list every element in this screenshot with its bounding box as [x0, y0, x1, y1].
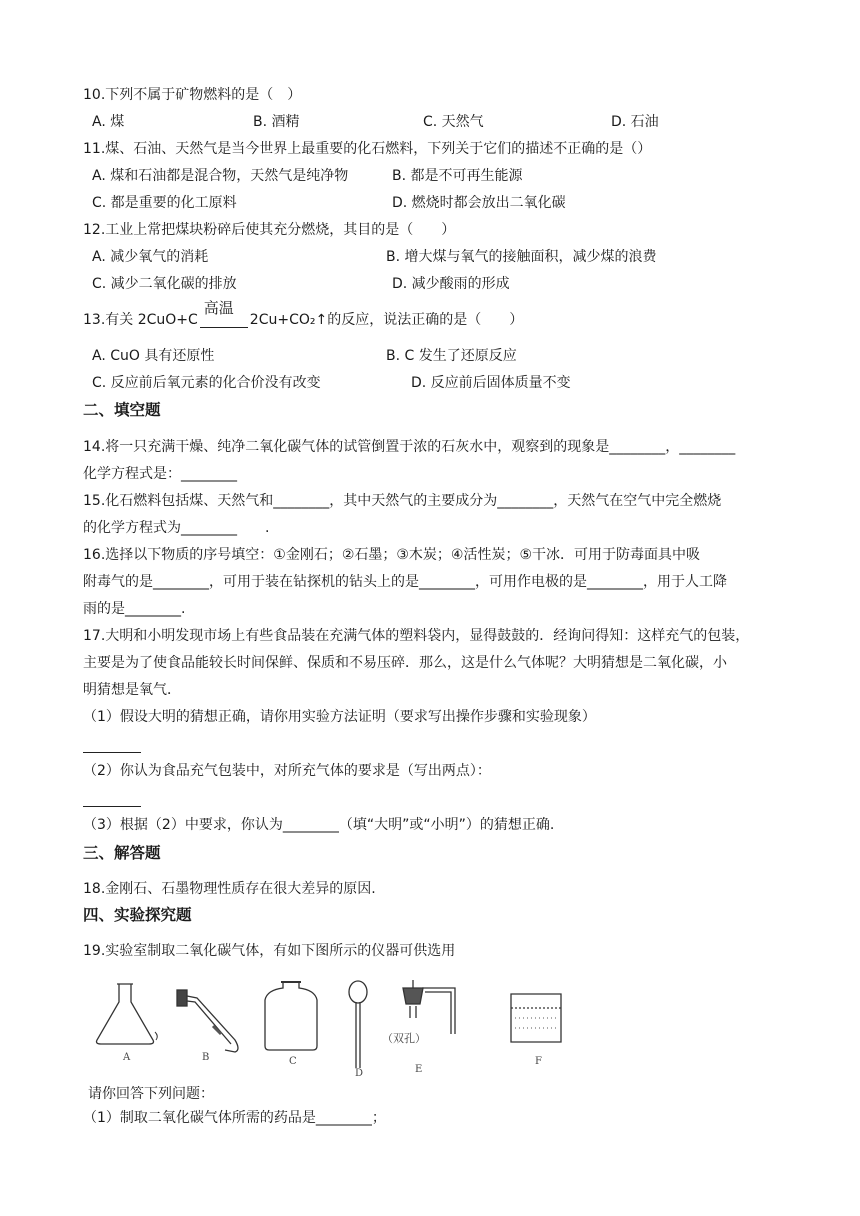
q11-option-b: B. 都是不可再生能源 [392, 168, 523, 184]
q17-answer-line-2 [83, 805, 141, 807]
reaction-arrow-line [200, 327, 248, 328]
figure-label-e: E [415, 1064, 423, 1075]
q17-line-1: 17.大明和小明发现市场上有些食品装在充满气体的塑料袋内，显得鼓鼓的．经询问得知：这样充气的包装， [83, 628, 750, 644]
q12-option-a: A. 减少氧气的消耗 [92, 249, 209, 265]
q13-option-d: D. 反应前后固体质量不变 [411, 375, 571, 391]
conical-flask-a [97, 984, 158, 1044]
q12-stem: 12.工业上常把煤块粉碎后使其充分燃烧，其目的是（ ） [83, 222, 456, 238]
q11-stem: 11.煤、石油、天然气是当今世界上最重要的化石燃料，下列关于它们的描述不正确的是（） [83, 141, 652, 157]
q19-prompt: 请你回答下列问题： [88, 1086, 214, 1102]
long-neck-funnel-d [349, 981, 367, 1068]
reaction-condition-label: 高温 [203, 299, 234, 317]
q16-line-2: 附毒气的是________，可用于装在钻探机的钻头上的是________，可用作电极的是________，用于人工降 [83, 574, 727, 590]
section-answer-heading: 三、解答题 [83, 844, 161, 862]
stopper-tube-b [177, 990, 238, 1052]
q13-option-b: B. C 发生了还原反应 [386, 348, 517, 364]
q17-line-3: 明猜想是氧气． [83, 682, 181, 698]
q11-option-d: D. 燃烧时都会放出二氧化碳 [392, 195, 566, 211]
q19-stem: 19.实验室制取二氧化碳气体，有如下图所示的仪器可供选用 [83, 943, 456, 959]
q15-line-2: 的化学方程式为________ . [83, 520, 270, 536]
reaction-condition [198, 299, 250, 330]
q16-line-3: 雨的是________. [83, 601, 186, 617]
q13-stem-after: 2Cu+CO₂↑的反应，说法正确的是（ ） [249, 312, 524, 328]
figure-label-f: F [535, 1056, 542, 1067]
q17-line-2: 主要是为了使食品能较长时间保鲜、保质和不易压碎．那么，这是什么气体呢？大明猜想是二氧化碳，小 [83, 655, 727, 671]
figure-stopper-label: （双孔） [382, 1032, 426, 1045]
figure-label-b: B [202, 1052, 210, 1063]
q10-option-b: B. 酒精 [253, 114, 300, 130]
q11-option-a: A. 煤和石油都是混合物，天然气是纯净物 [92, 168, 349, 184]
section-fill-in-heading: 二、填空题 [83, 401, 161, 419]
q15-line-1: 15.化石燃料包括煤、天然气和________，其中天然气的主要成分为________，天然气在空气中完全燃烧 [83, 493, 722, 509]
q14-line-2: 化学方程式是：________ [83, 466, 237, 482]
q16-line-1: 16.选择以下物质的序号填空：①金刚石；②石墨；③木炭；④活性炭；⑤干冰．可用于防毒面具中吸 [83, 547, 701, 563]
q13-option-c: C. 反应前后氧元素的化合价没有改变 [92, 375, 321, 391]
gas-bottle-c [265, 982, 317, 1050]
q12-option-b: B. 增大煤与氧气的接触面积，减少煤的浪费 [386, 249, 657, 265]
q10-option-a: A. 煤 [92, 114, 125, 130]
q17-sub-3: （3）根据（2）中要求，你认为________（填“大明”或“小明”）的猜想正确. [83, 817, 555, 833]
figure-label-c: C [289, 1056, 297, 1067]
section-experiment-heading: 四、实验探究题 [83, 906, 192, 924]
q17-sub-2: （2）你认为食品充气包装中，对所充气体的要求是（写出两点）： [83, 763, 491, 779]
q18-stem: 18.金刚石、石墨物理性质存在很大差异的原因. [83, 881, 376, 897]
q12-option-d: D. 减少酸雨的形成 [392, 276, 510, 292]
q14-line-1: 14.将一只充满干燥、纯净二氧化碳气体的试管倒置于浓的石灰水中，观察到的现象是________，________ [83, 439, 736, 455]
q13-stem [83, 299, 524, 330]
q17-answer-line-1 [83, 751, 141, 753]
q10-stem: 10.下列不属于矿物燃料的是（ ） [83, 87, 302, 103]
q11-option-c: C. 都是重要的化工原料 [92, 195, 237, 211]
apparatus-figure [85, 972, 565, 1078]
q12-option-c: C. 减少二氧化碳的排放 [92, 276, 237, 292]
q17-sub-1: （1）假设大明的猜想正确，请你用实验方法证明（要求写出操作步骤和实验现象） [83, 709, 596, 725]
q10-option-c: C. 天然气 [423, 114, 484, 130]
two-hole-stopper-e [403, 980, 455, 1034]
figure-label-d: D [355, 1068, 364, 1078]
figure-label-a: A [123, 1052, 131, 1063]
q10-option-d: D. 石油 [611, 114, 659, 130]
q13-stem-before: 13.有关 2CuO+C [83, 312, 198, 328]
q13-option-a: A. CuO 具有还原性 [92, 348, 215, 364]
water-trough-f [511, 994, 561, 1042]
q19-sub-1: （1）制取二氧化碳气体所需的药品是________； [83, 1110, 386, 1126]
